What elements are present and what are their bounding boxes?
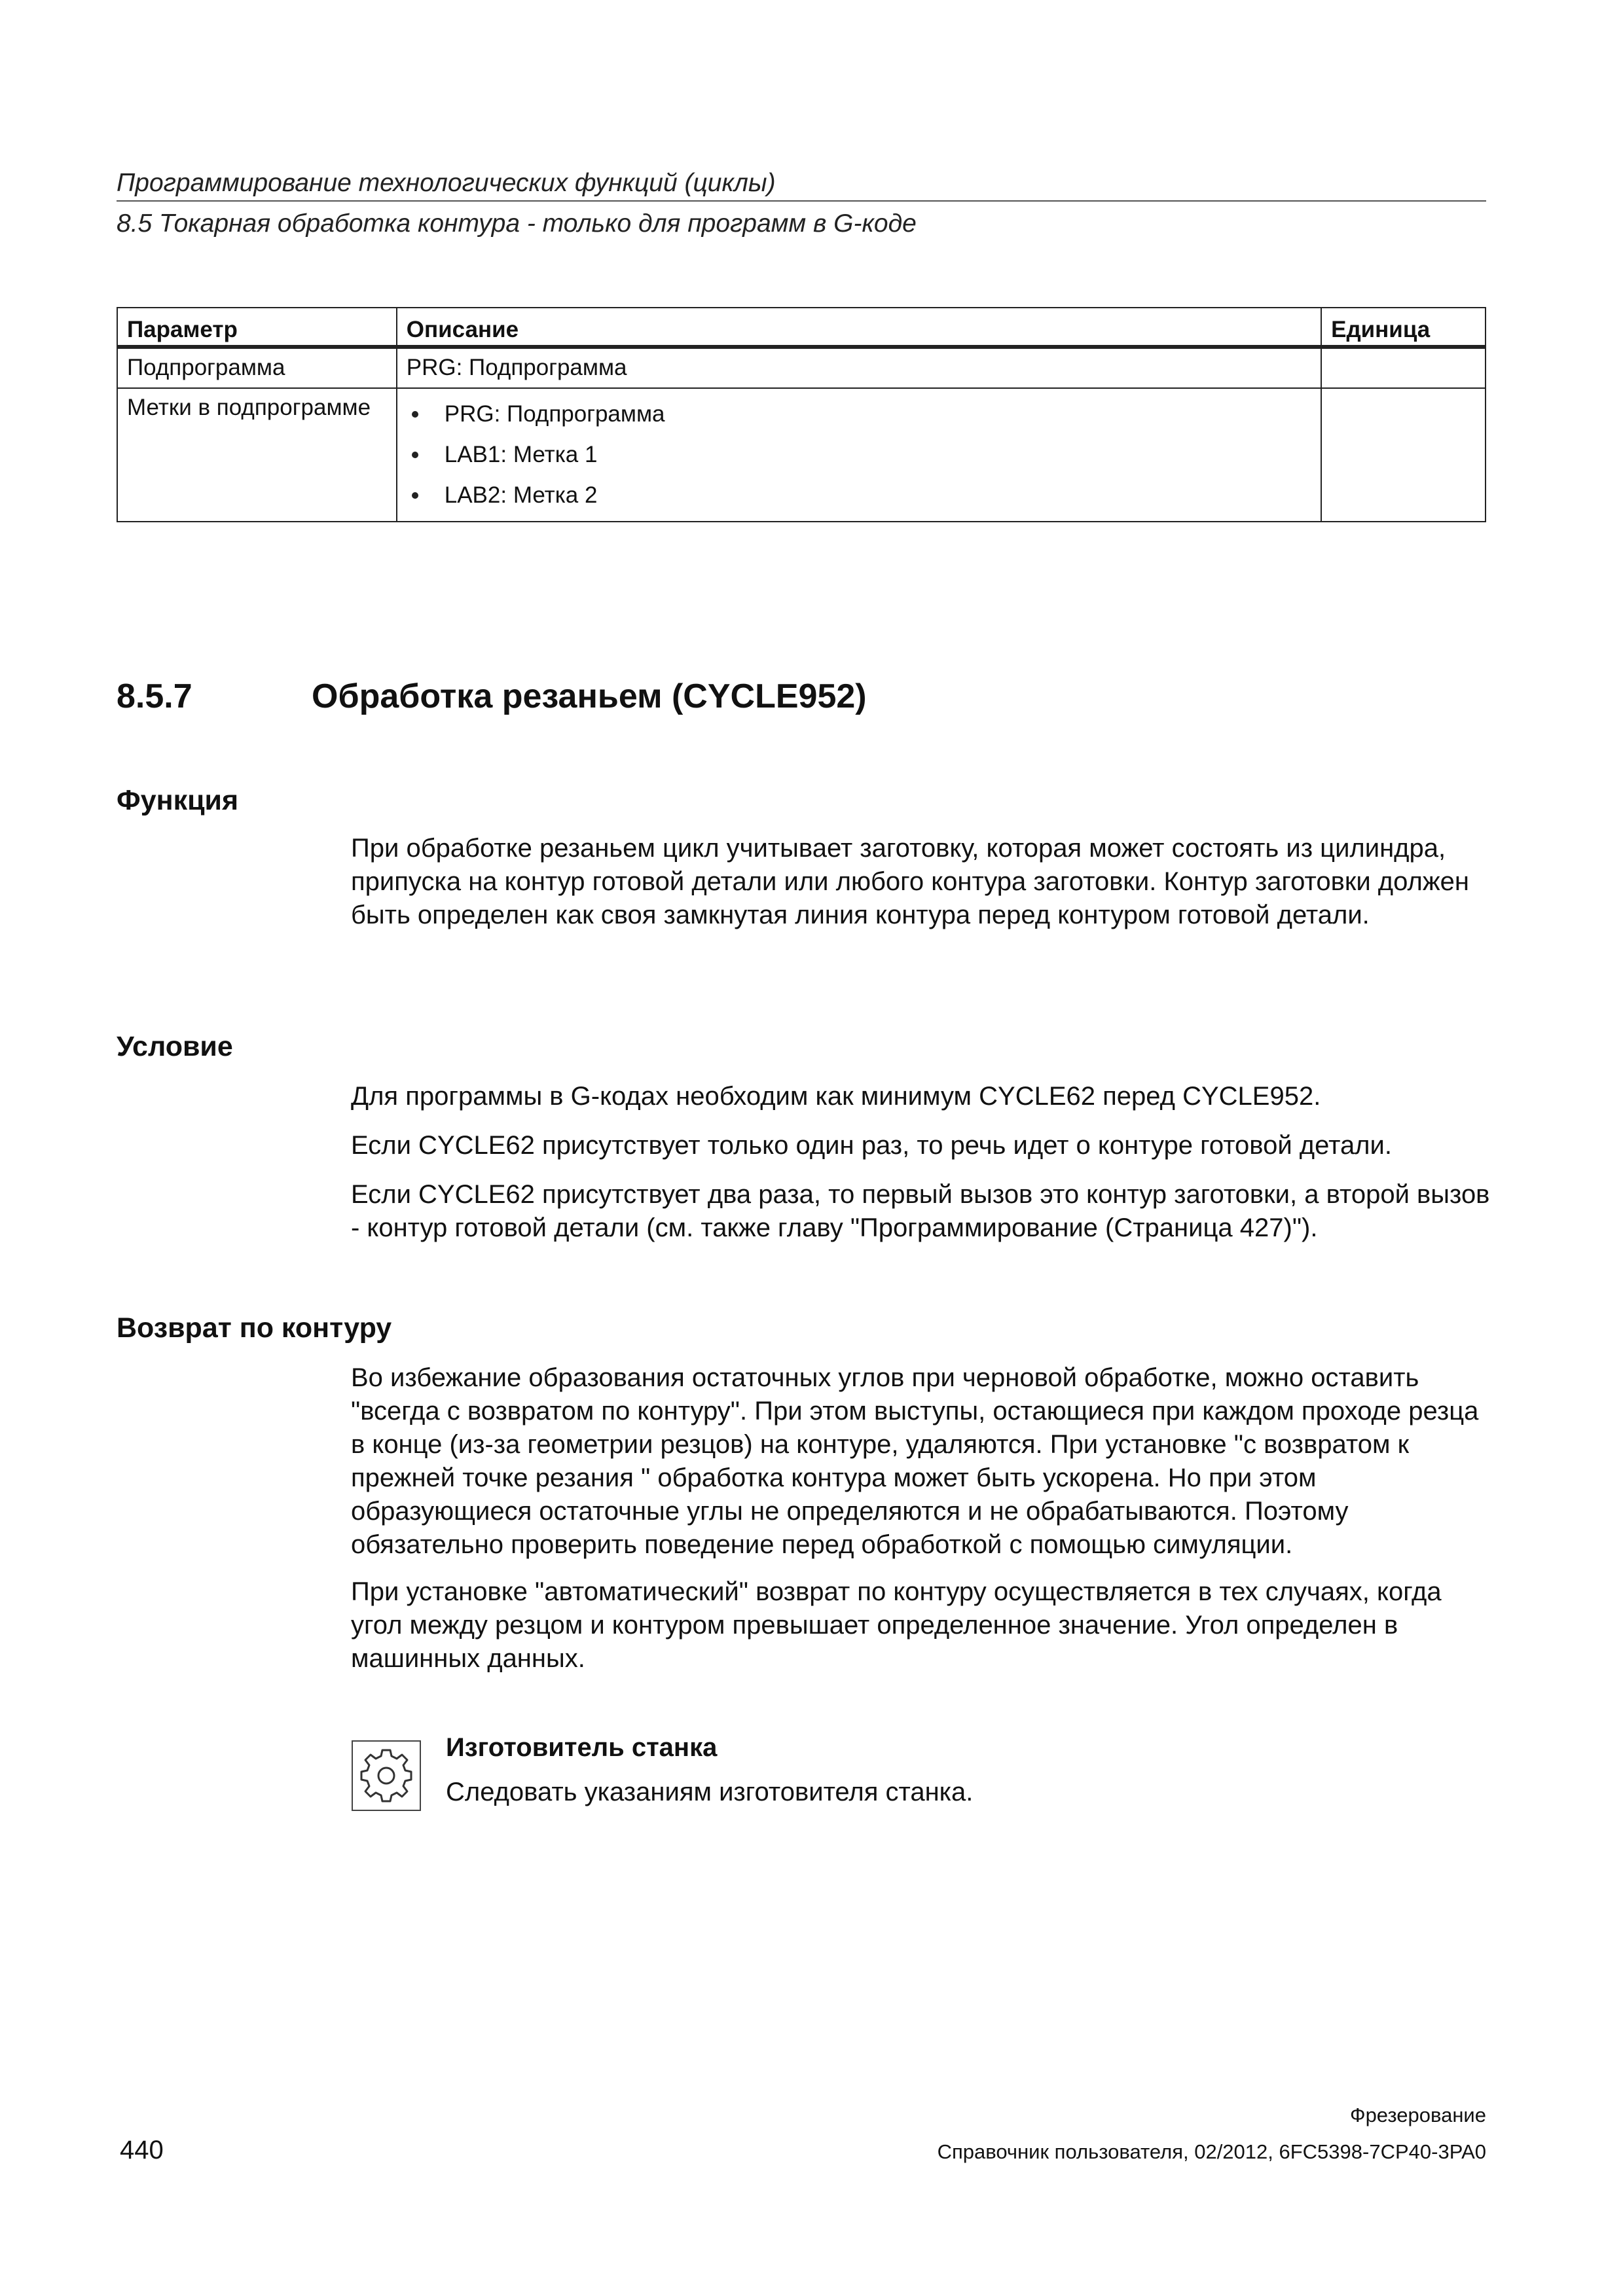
condition-paragraph-3: Если CYCLE62 присутствует два раза, то первый вызов это контур заготовки, а второй вызов - контур готовой детали (см. также главу "Программирование (Страница 427)").	[351, 1180, 1490, 1242]
function-heading: Функция	[117, 785, 239, 816]
condition-paragraph-1: Для программы в G-кодах необходим как минимум CYCLE62 перед CYCLE952.	[351, 1082, 1321, 1111]
table-cell-description: PRG: Подпрограмма	[397, 347, 1321, 388]
list-item: PRG: Подпрограмма	[407, 394, 1311, 435]
section-title-text: Обработка резаньем (CYCLE952)	[312, 677, 867, 715]
table-cell-description	[397, 388, 1321, 522]
footer-product: Фрезерование	[1350, 2104, 1486, 2126]
running-header-section: 8.5 Токарная обработка контура - только для программ в G-коде	[117, 209, 917, 238]
note-title: Изготовитель станка	[446, 1733, 718, 1762]
table-cell-unit	[1321, 388, 1486, 522]
column-header-parameter: Параметр	[117, 308, 397, 347]
retraction-paragraph-1: Во избежание образования остаточных углов при черновой обработке, можно оставить "всегда с возвратом по контуру". При этом выступы, остающиеся при каждом проходе резца в конце (из-за геометрии резцов) на контуре, удаляются. При установке "с возвратом к прежней точке резания " обработка контура может быть ускорена. Но при этом образующиеся остаточные углы не определяются и не обрабатываются. Поэтому обязательно проверить поведение перед обработкой с помощью симуляции.	[351, 1363, 1479, 1559]
bullet-list	[407, 394, 1311, 516]
table-header-row	[117, 308, 1486, 347]
list-item: LAB2: Метка 2	[407, 475, 1311, 516]
table-row	[117, 388, 1486, 522]
column-header-description: Описание	[397, 308, 1321, 347]
running-header-chapter: Программирование технологических функций (циклы)	[117, 169, 776, 197]
table-row	[117, 347, 1486, 388]
page-number: 440	[120, 2136, 164, 2164]
retraction-heading: Возврат по контуру	[117, 1312, 392, 1344]
footer-manual: Справочник пользователя, 02/2012, 6FC5398-7CP40-3PA0	[937, 2140, 1486, 2163]
parameter-table	[117, 307, 1486, 522]
note-text: Следовать указаниям изготовителя станка.	[446, 1778, 974, 1806]
function-text: При обработке резаньем цикл учитывает заготовку, которая может состоять из цилиндра, припуска на контур готовой детали или любого контура заготовки. Контур заготовки должен быть определен как своя замкнутая линия контура перед контуром готовой детали.	[351, 834, 1469, 929]
retraction-paragraph-2: При установке "автоматический" возврат по контуру осуществляется в тех случаях, когда угол между резцом и контуром превышает определенное значение. Угол определен в машинных данных.	[351, 1577, 1442, 1673]
table-cell-param: Метки в подпрограмме	[117, 388, 397, 522]
gear-icon	[352, 1740, 421, 1811]
table-cell-unit	[1321, 347, 1486, 388]
condition-heading: Условие	[117, 1031, 233, 1062]
section-title	[117, 675, 867, 717]
table-cell-param: Подпрограмма	[117, 347, 397, 388]
section-number: 8.5.7	[117, 677, 192, 715]
condition-paragraph-2: Если CYCLE62 присутствует только один раз, то речь идет о контуре готовой детали.	[351, 1131, 1392, 1160]
header-rule	[117, 200, 1486, 202]
column-header-unit: Единица	[1321, 308, 1486, 347]
list-item: LAB1: Метка 1	[407, 435, 1311, 475]
